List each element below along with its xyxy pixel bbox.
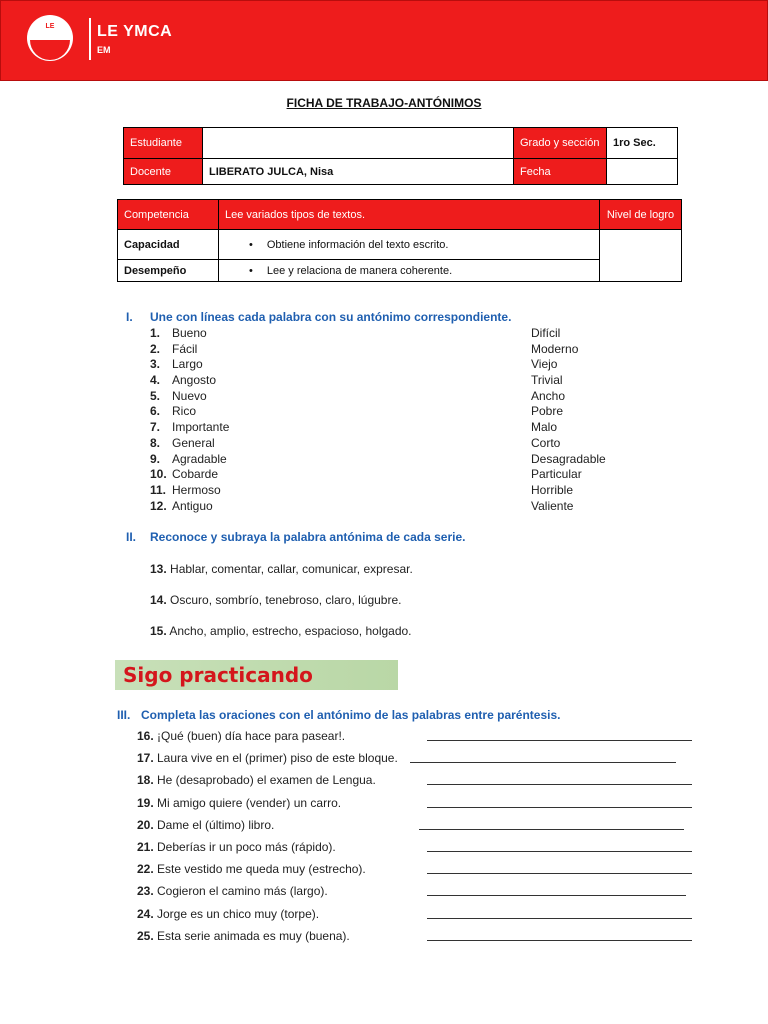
- nivel-logro-label: Nivel de logro: [600, 200, 682, 230]
- answer-line[interactable]: [427, 851, 692, 852]
- docente-label: Docente: [124, 159, 203, 185]
- answer-line[interactable]: [419, 829, 684, 830]
- word-list-right: [531, 326, 606, 514]
- section-1-heading: I. Une con líneas cada palabra con su antónimo correspondiente.: [126, 310, 512, 324]
- logo-divider: [89, 18, 91, 60]
- svg-text:LE: LE: [45, 23, 55, 30]
- word-item-left: 1. Bueno: [150, 326, 207, 340]
- answer-line[interactable]: [427, 784, 692, 785]
- word-item-right: Corto: [531, 435, 561, 450]
- answer-line[interactable]: [427, 940, 692, 941]
- word-item-right: Pobre: [531, 404, 564, 419]
- header-bar: [0, 0, 768, 81]
- document-title: FICHA DE TRABAJO-ANTÓNIMOS: [286, 96, 482, 110]
- estudiante-field[interactable]: [203, 128, 514, 159]
- word-item-right: Viejo: [531, 357, 558, 372]
- word-item-left: 10. Cobarde: [150, 467, 219, 482]
- word-item-left: 3. Largo: [150, 357, 203, 372]
- answer-line[interactable]: [427, 873, 692, 874]
- sigo-practicando-banner: Sigo practicando: [115, 660, 398, 690]
- competencia-label: Competencia: [118, 200, 219, 230]
- sentence-item: 23. Cogieron el camino más (largo).: [137, 884, 328, 899]
- grado-label: Grado y sección: [514, 128, 607, 159]
- student-info-table: [123, 127, 678, 185]
- section-2-heading: II. Reconoce y subraya la palabra antónima de cada serie.: [126, 530, 466, 544]
- sentence-item: 18. He (desaprobado) el examen de Lengua.: [137, 773, 376, 788]
- word-item-left: 11. Hermoso: [150, 482, 221, 497]
- sentence-item: 24. Jorge es un chico muy (torpe).: [137, 906, 320, 921]
- fecha-label: Fecha: [514, 159, 607, 185]
- competencia-value: Lee variados tipos de textos.: [219, 200, 600, 230]
- word-item-left: 5. Nuevo: [150, 388, 207, 403]
- school-logo: [26, 14, 74, 62]
- answer-line[interactable]: [410, 762, 676, 763]
- word-item-right: Moderno: [531, 341, 579, 356]
- word-list-left: [150, 326, 229, 514]
- word-item-left: 12. Antiguo: [150, 498, 213, 513]
- sentence-item: 22. Este vestido me queda muy (estrecho).: [137, 862, 366, 877]
- docente-value: LIBERATO JULCA, Nisa: [203, 159, 514, 185]
- sentence-item: 20. Dame el (último) libro.: [137, 817, 275, 832]
- brand-subtitle: EM: [97, 45, 111, 55]
- answer-line[interactable]: [427, 918, 692, 919]
- fecha-field[interactable]: [607, 159, 678, 185]
- word-item-left: 4. Angosto: [150, 373, 217, 388]
- word-item-right: Malo: [531, 420, 558, 435]
- sentence-item: 19. Mi amigo quiere (vender) un carro.: [137, 795, 342, 810]
- word-item-right: Particular: [531, 467, 582, 482]
- desempeno-label: Desempeño: [118, 260, 219, 282]
- sentence-item: 25. Esta serie animada es muy (buena).: [137, 928, 350, 943]
- word-item-right: Valiente: [531, 498, 574, 513]
- word-item-right: Difícil: [531, 326, 561, 340]
- section-3-heading: III. Completa las oraciones con el antónimo de las palabras entre paréntesis.: [117, 708, 561, 722]
- capacidad-label: Capacidad: [118, 230, 219, 260]
- word-item-right: Trivial: [531, 373, 563, 388]
- word-item-left: 7. Importante: [150, 420, 230, 435]
- competency-table: [117, 199, 682, 282]
- answer-line[interactable]: [427, 740, 692, 741]
- series-item: 14. Oscuro, sombrío, tenebroso, claro, lúgubre.: [150, 593, 402, 607]
- sentence-item: 21. Deberías ir un poco más (rápido).: [137, 840, 336, 854]
- word-item-right: Horrible: [531, 482, 574, 497]
- nivel-logro-field[interactable]: [600, 230, 682, 282]
- series-item: 13. Hablar, comentar, callar, comunicar, expresar.: [150, 562, 413, 576]
- answer-line[interactable]: [427, 807, 692, 808]
- bullet: •: [249, 238, 253, 251]
- answer-line[interactable]: [427, 895, 686, 896]
- sentence-item: 17. Laura vive en el (primer) piso de este bloque.: [137, 751, 398, 766]
- bullet: •: [249, 264, 253, 277]
- grado-value: 1ro Sec.: [607, 128, 678, 159]
- desempeno-value: • Lee y relaciona de manera coherente.: [219, 260, 600, 282]
- word-item-right: Ancho: [531, 388, 566, 403]
- capacidad-value: • Obtiene información del texto escrito.: [219, 230, 600, 260]
- brand-name: LE YMCA: [97, 23, 173, 38]
- word-item-left: 6. Rico: [150, 404, 197, 419]
- series-item: 15. Ancho, amplio, estrecho, espacioso, holgado.: [150, 624, 412, 638]
- estudiante-label: Estudiante: [124, 128, 203, 159]
- word-item-left: 2. Fácil: [150, 341, 198, 356]
- word-item-right: Desagradable: [531, 451, 606, 466]
- word-item-left: 8. General: [150, 435, 215, 450]
- sentence-item: 16. ¡Qué (buen) día hace para pasear!.: [137, 729, 346, 743]
- word-item-left: 9. Agradable: [150, 451, 227, 466]
